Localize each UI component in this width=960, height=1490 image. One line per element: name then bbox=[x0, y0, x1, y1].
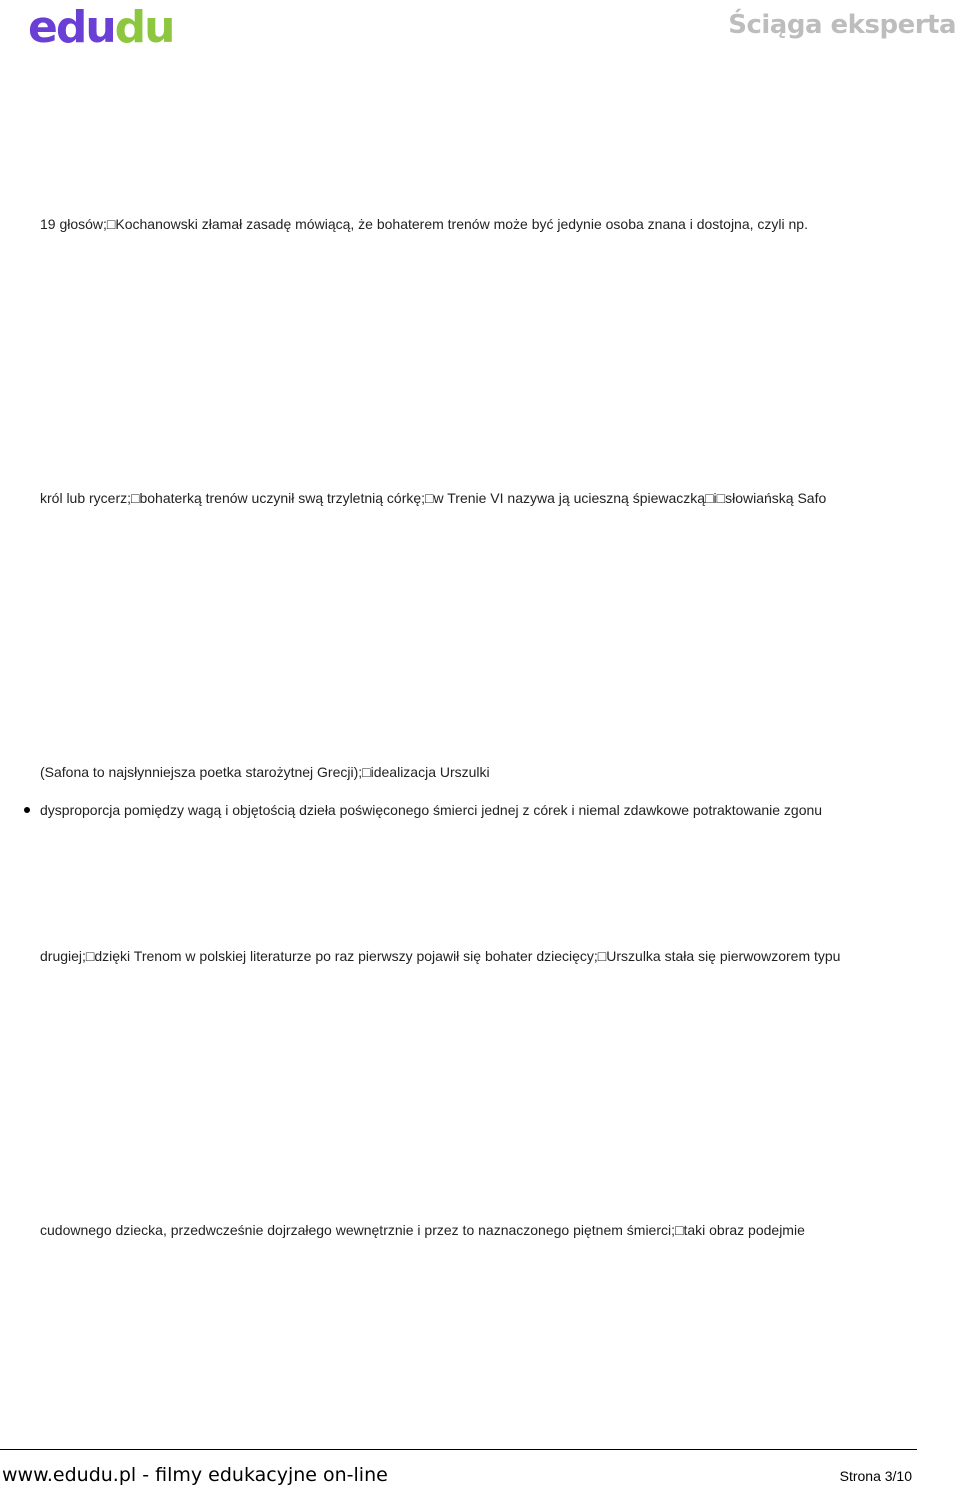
logo-mark bbox=[28, 4, 190, 50]
svg-text:edudu: edudu bbox=[28, 4, 174, 50]
list-bullet bbox=[24, 807, 30, 813]
edudu-logo bbox=[28, 4, 190, 50]
page-number: Strona 3/10 bbox=[839, 1468, 912, 1484]
header-tagline: Ściąga eksperta bbox=[728, 10, 956, 40]
text-line: król lub rycerz;□bohaterką trenów uczynił swą trzyletnią córkę;□w Trenie VI nazywa ją ucieszną śpiewaczką□i□słowiańską Safo bbox=[40, 490, 827, 506]
text-line: drugiej;□dzięki Trenom w polskiej literaturze po raz pierwszy pojawił się bohater dziecięcy;□Urszulka stała się pierwowzorem typu bbox=[40, 948, 841, 964]
text-line: (Safona to najsłynniejsza poetka starożytnej Grecji);□idealizacja Urszulki bbox=[40, 764, 490, 780]
footer-site-link[interactable]: www.edudu.pl - filmy edukacyjne on-line bbox=[2, 1464, 388, 1486]
text-line: 19 głosów;□Kochanowski złamał zasadę mówiącą, że bohaterem trenów może być jedynie osoba znana i dostojna, czyli np. bbox=[40, 216, 808, 232]
footer-divider bbox=[0, 1449, 917, 1450]
list-item: dysproporcja pomiędzy wagą i objętością dzieła poświęconego śmierci jednej z córek i niemal zdawkowe potraktowanie zgonu bbox=[40, 802, 823, 818]
text-line: cudownego dziecka, przedwcześnie dojrzałego wewnętrznie i przez to naznaczonego piętnem śmierci;□taki obraz podejmie bbox=[40, 1222, 805, 1238]
